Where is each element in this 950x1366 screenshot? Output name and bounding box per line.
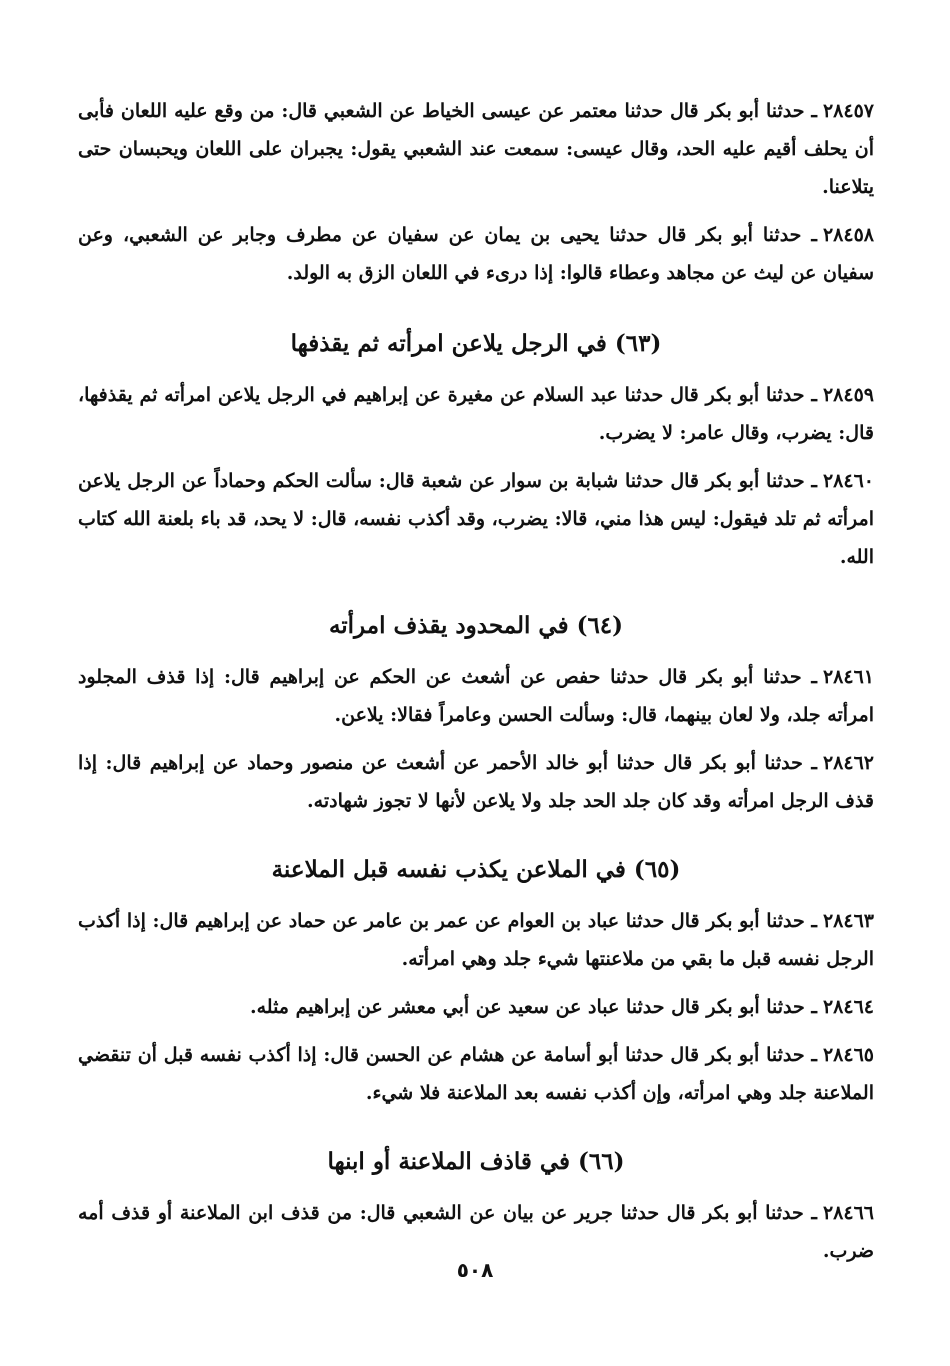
hadith-text: ـ حدثنا أبو بكر قال حدثنا جرير عن بيان عن الشعبي قال: من قذف ابن الملاعنة أو قذف أمه ضرب. bbox=[78, 1202, 874, 1262]
hadith-text: ـ حدثنا أبو بكر قال حدثنا أبو أسامة عن هشام عن الحسن قال: إذا أكذب نفسه قبل أن تنقضي الملاعنة جلد وهي امرأته، وإن أكذب نفسه بعد الملاعنة فلا شيء. bbox=[78, 1044, 874, 1104]
hadith-entry bbox=[78, 216, 874, 292]
hadith-entry bbox=[78, 376, 874, 452]
hadith-text: ـ حدثنا أبو بكر قال حدثنا عباد بن العوام عن عمر بن عامر عن حماد عن إبراهيم قال: إذا أكذب الرجل نفسه قبل ما بقي من ملاعنتها شيء جلد وهي امرأته. bbox=[78, 910, 874, 970]
hadith-text: ـ حدثنا أبو بكر قال حدثنا عباد عن سعيد عن أبي معشر عن إبراهيم مثله. bbox=[249, 996, 817, 1018]
hadith-entry bbox=[78, 988, 874, 1026]
hadith-number: ٢٨٤٦٣ bbox=[822, 910, 874, 932]
document-page bbox=[78, 92, 874, 1352]
section-heading bbox=[78, 324, 874, 364]
hadith-number: ٢٨٤٦٢ bbox=[822, 752, 874, 774]
section-heading-title: في الرجل يلاعن امرأته ثم يقذفها bbox=[290, 330, 607, 357]
hadith-entry bbox=[78, 92, 874, 206]
hadith-number: ٢٨٤٦٤ bbox=[822, 996, 874, 1018]
hadith-number: ٢٨٤٦٠ bbox=[822, 470, 874, 492]
section-heading-number: (٦٤) bbox=[576, 612, 624, 639]
hadith-number: ٢٨٤٥٧ bbox=[822, 100, 874, 122]
hadith-text: ـ حدثنا أبو بكر قال حدثنا أبو خالد الأحمر عن أشعث عن منصور وحماد عن إبراهيم قال: إذا قذف الرجل امرأته وقد كان جلد الحد جلد ولا يلاعن لأنها لا تجوز شهادته. bbox=[78, 752, 874, 812]
hadith-entry bbox=[78, 902, 874, 978]
hadith-number: ٢٨٤٥٩ bbox=[822, 384, 874, 406]
section-heading-title: في قاذف الملاعنة أو ابنها bbox=[327, 1148, 571, 1175]
hadith-text: ـ حدثنا أبو بكر قال حدثنا يحيى بن يمان عن سفيان عن مطرف وجابر عن الشعبي، وعن سفيان عن ليث عن مجاهد وعطاء قالوا: إذا درىء في اللعان الزق به الولد. bbox=[78, 224, 874, 284]
section-heading-number: (٦٥) bbox=[633, 856, 681, 883]
hadith-text: ـ حدثنا أبو بكر قال حدثنا شبابة بن سوار عن شعبة قال: سألت الحكم وحماداً عن الرجل يلاعن امرأته ثم تلد فيقول: ليس هذا مني، قالا: يضرب، وقد أكذب نفسه، قال: لا يحد، قد باء بلعنة الله كتاب الله. bbox=[78, 470, 874, 568]
section-heading bbox=[78, 850, 874, 890]
section-heading-number: (٦٣) bbox=[614, 330, 662, 357]
hadith-text: ـ حدثنا أبو بكر قال حدثنا عبد السلام عن مغيرة عن إبراهيم في الرجل يلاعن امرأته ثم يقذفها، قال: يضرب، وقال عامر: لا يضرب. bbox=[78, 384, 874, 444]
section-heading-title: في الملاعن يكذب نفسه قبل الملاعنة bbox=[271, 856, 626, 883]
hadith-number: ٢٨٤٦٦ bbox=[822, 1202, 874, 1224]
hadith-number: ٢٨٤٥٨ bbox=[822, 224, 874, 246]
hadith-entry bbox=[78, 1036, 874, 1112]
section-heading-number: (٦٦) bbox=[578, 1148, 625, 1175]
hadith-entry bbox=[78, 658, 874, 734]
section-heading-title: في المحدود يقذف امرأته bbox=[328, 612, 569, 639]
hadith-number: ٢٨٤٦١ bbox=[822, 666, 874, 688]
page-number: ٥٠٨ bbox=[456, 1258, 494, 1282]
hadith-number: ٢٨٤٦٥ bbox=[822, 1044, 874, 1066]
hadith-text: ـ حدثنا أبو بكر قال حدثنا حفص عن أشعث عن الحكم عن إبراهيم قال: إذا قذف المجلود امرأته جلد، ولا لعان بينهما، قال: وسألت الحسن وعامراً فقالا: يلاعن. bbox=[78, 666, 874, 726]
hadith-entry bbox=[78, 462, 874, 576]
hadith-text: ـ حدثنا أبو بكر قال حدثنا معتمر عن عيسى الخياط عن الشعبي قال: من وقع عليه اللعان فأبى أن يحلف أقيم عليه الحد، وقال عيسى: سمعت عند الشعبي يقول: يجبران على اللعان ويحبسان حتى يتلاعنا. bbox=[78, 100, 874, 198]
hadith-entry bbox=[78, 744, 874, 820]
section-heading bbox=[78, 606, 874, 646]
section-heading bbox=[78, 1142, 874, 1182]
